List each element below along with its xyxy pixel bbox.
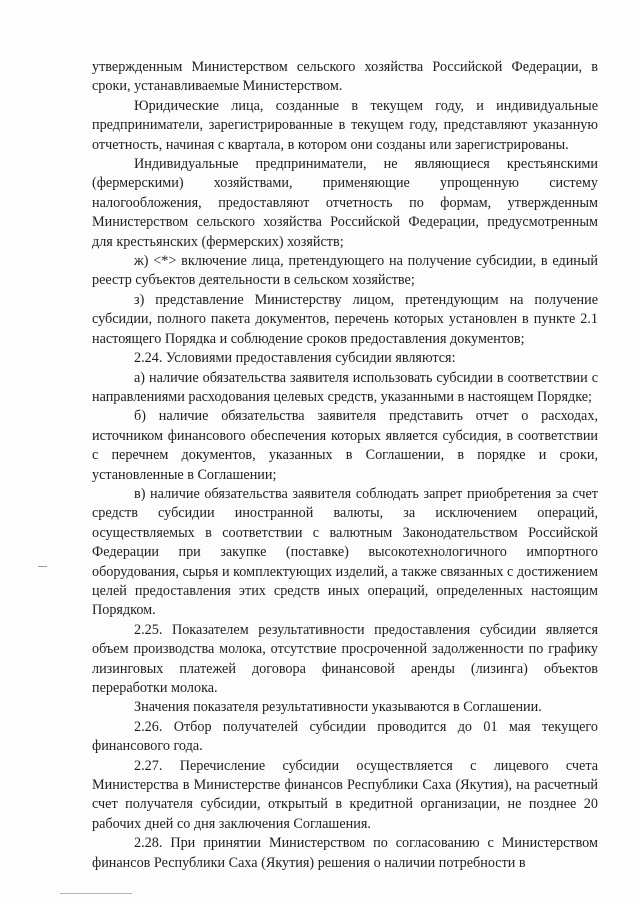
scan-mark bbox=[38, 566, 47, 567]
paragraph: а) наличие обязательства заявителя использовать субсидии в соответствии с направлениями расходования целевых средств, указанными в настоящем Порядке; bbox=[92, 369, 598, 405]
paragraph: 2.24. Условиями предоставления субсидии являются: bbox=[134, 350, 456, 367]
paragraph: 2.27. Перечисление субсидии осуществляется с лицевого счета Министерства в Министерстве финансов Республики Саха (Якутия), на расчетный счет получателя субсидии, открытый в кредитной организации, не позднее 20 рабочих дней со дня заключения Соглашения. bbox=[92, 757, 598, 832]
paragraph: 2.26. Отбор получателей субсидии проводится до 01 мая текущего финансового года. bbox=[92, 718, 598, 755]
paragraph: Значения показателя результативности указываются в Соглашении. bbox=[134, 699, 542, 716]
paragraph: Юридические лица, созданные в текущем году, и индивидуальные предприниматели, зарегистрированные в текущем году, представляют указанную отчетность, начиная с квартала, в котором они созданы или зарегистрированы. bbox=[92, 97, 598, 153]
paragraph: з) представление Министерству лицом, претендующим на получение субсидии, полного пакета документов, перечень которых установлен в пункте 2.1 настоящего Порядка и соблюдение сроков предоставления документов; bbox=[92, 291, 598, 347]
document-body bbox=[92, 58, 598, 873]
paragraph: 2.28. При принятии Министерством по согласованию с Министерством финансов Республики Саха (Якутия) решения о наличии потребности в bbox=[92, 835, 598, 871]
paragraph: 2.25. Показателем результативности предоставления субсидии является объем производства молока, отсутствие просроченной задолженности по графику лизинговых платежей договора финансовой аренды (лизинга) объектов переработки молока. bbox=[92, 621, 598, 696]
paragraph: ж) <*> включение лица, претендующего на получение субсидии, в единый реестр субъектов деятельности в сельском хозяйстве; bbox=[92, 253, 598, 289]
paragraph: утвержденным Министерством сельского хозяйства Российской Федерации, в сроки, устанавливаемые Министерством. bbox=[92, 59, 598, 95]
paragraph: Индивидуальные предприниматели, не являющиеся крестьянскими (фермерскими) хозяйствами, применяющие упрощенную систему налогообложения, предоставляют отчетность по формам, утвержденным Министерством сельского хозяйства Российской Федерации, предусмотренным для крестьянских (фермерских) хозяйств; bbox=[92, 156, 598, 250]
paragraph: б) наличие обязательства заявителя представить отчет о расходах, источником финансового обеспечения которых является субсидия, в соответствии с перечнем документов, указанных в Соглашении, в порядке и сроки, установленные в Соглашении; bbox=[92, 408, 598, 483]
paragraph: в) наличие обязательства заявителя соблюдать запрет приобретения за счет средств субсидии иностранной валюты, за исключением операций, осуществляемых в соответствии с валютным Законодательством Российской Федерации при закупке (поставке) высокотехнологичного импортного оборудования, сырья и комплектующих изделий, а также связанных с достижением целей предоставления этих средств иных операций, определенных настоящим Порядком. bbox=[92, 485, 598, 619]
scan-mark bbox=[60, 893, 132, 894]
